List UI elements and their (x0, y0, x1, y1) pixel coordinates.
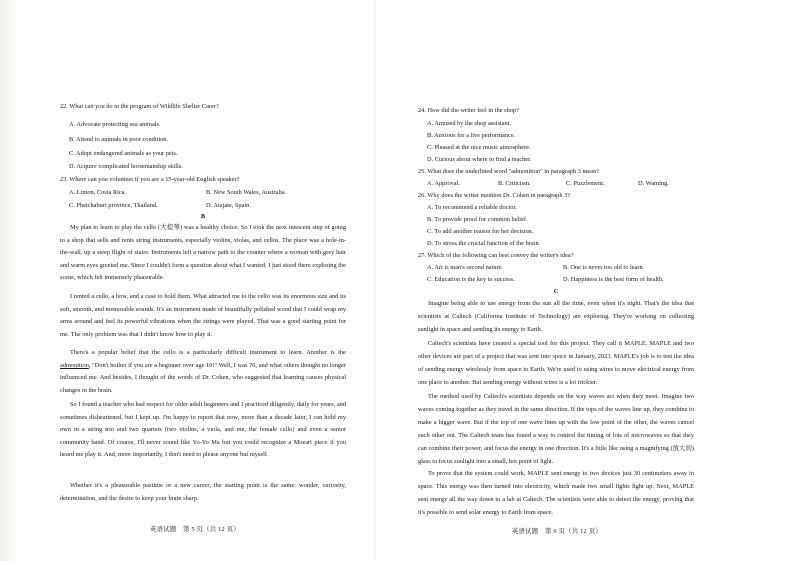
page-5-footer: 英语试题 第 5 页（共 12 页） (150, 526, 240, 533)
question-25-option-c: C. Puzzlement. (566, 180, 605, 187)
section-b-heading: B (200, 213, 206, 220)
question-24-option-d: D. Curious about where to find a teacher. (427, 156, 532, 163)
passage-b-paragraph-5: Whether it's a pleasurable pastime or a new career, the starting point is the same: wonder, curiosity, determination, and the desire to keep your brain sharp. (60, 482, 346, 502)
question-25-option-d: D. Warning. (638, 180, 669, 187)
question-23-option-b: B. New South Wales, Australia. (206, 189, 287, 196)
question-24-option-c: C. Pleased at the nice music atmosphere. (427, 144, 531, 151)
question-22-option-d: D. Acquire complicated horsemanship skills. (69, 163, 183, 170)
question-26-option-a: A. To recommend a reliable doctor. (427, 204, 517, 211)
question-22-stem: 22. What can you do in the program of Wildlife Shelter Carer? (60, 103, 219, 110)
question-24-stem: 24. How did the writer feel in the shop? (418, 107, 519, 114)
question-27-option-c: C. Education is the key to success. (427, 276, 515, 283)
question-25-stem: 25. What does the underlined word "admonition" in paragraph 3 mean? (418, 168, 600, 175)
question-23-option-a: A. Limon, Costa Rica. (69, 189, 127, 196)
passage-c-paragraph-3: The method used by Caltech's scientists depends on the way waves act when they meet. Imagine two waves coming together as they travel in the same direction. If the tops of the waves line up, they combine to make a bigger wave. But if the top of one wave lines up with the low point of the other, the waves cancel each other out. The Caltech team has found a way to control the timing of lots of microwaves so that they can combine their power, and focus the energy in one direction. It's a little like using a magnifying (放大的) glass to focus sunlight into a small, hot point of light. (418, 393, 694, 465)
question-23-option-d: D. Atajate, Spain. (206, 202, 251, 209)
page-6-footer: 英语试题 第 6 页（共 12 页） (512, 528, 602, 535)
section-c-heading: C (553, 288, 559, 295)
question-26-option-b: B. To provide proof for common belief. (427, 216, 528, 223)
paragraph-3-text-a: There's a popular belief that the cello is a particularly difficult instrument to learn. Another is the (70, 349, 346, 356)
passage-b-paragraph-2: I rented a cello, a bow, and a case to hold them. What attracted me to the cello was its enormous size and its soft, smooth, and memorable sounds. It's an instrument made of beautifully polished wood that I could wrap my arms around and feel its powerful vibrations when the strings were played. That was a good starting point for me. The only problem was that I didn't know how to play it. (60, 293, 346, 338)
question-23-stem: 23. Where can you volunteer if you are a 15-year-old English speaker? (60, 176, 240, 183)
question-24-option-a: A. Amused by the shop assistant. (427, 120, 512, 127)
question-27-option-d: D. Happiness is the best form of health. (563, 276, 664, 283)
paragraph-3-text-b: , "Don't bother if you are a beginner over age 10!" Well, I was 70, and what others thought no longer influenced me. And besides, I thought of the words of Dr. Cohen, who suggested that learning causes physical changes in the brain. (60, 361, 346, 394)
passage-b-paragraph-3 (60, 347, 346, 397)
question-26-option-c: C. To add another reason for her decision. (427, 228, 534, 235)
passage-c-paragraph-4: To prove that the system could work, MAPLE sent energy to two devices just 30 centimeters away in space. This energy was then turned into electricity, which made two small lights light up. Next, MAPLE sent energy all the way down to a lab at Caltech. The scientists were able to detect the energy, proving that it's possible to send solar energy to Earth from space. (418, 470, 694, 516)
question-25-option-a: A. Approval. (427, 180, 460, 187)
passage-b-paragraph-4: So I found a teacher who had respect for older adult beginners and I practiced diligently, daily for years, and sometimes disheartened, but I kept up. I'm happy to report that now, more than a decade later, I can hold my own in a string trio and two quartets (two violins, a viola, and me, the female cello) and even a senior community band. Of course, I'll never sound like Yo-Yo Ma but you could recognize a Mozart piece if you heard me play it. And, more importantly, I don't need to please anyone but myself. (60, 401, 346, 459)
question-26-stem: 26. Why does the writer mention Dr. Cohen in paragraph 3? (418, 192, 571, 199)
passage-c-paragraph-2: Caltech's scientists have created a special tool for this project. They call it MAPLE. MAPLE and two other devices are part of a project that was sent into space in January, 2023. MAPLE's job is to test the idea of sending energy wirelessly from space to Earth. We're used to using wires to move electrical energy from one place to another. But sending energy without wires is a lot trickier. (418, 340, 694, 386)
underlined-word-admonition: admonition (60, 361, 89, 369)
question-27-option-a: A. Art is man's second nature. (427, 264, 504, 271)
question-24-option-b: B. Anxious for a live performance. (427, 132, 516, 139)
question-22-option-b: B. Attend to animals in poor condition. (69, 136, 169, 143)
question-27-option-b: B. One is never too old to learn. (563, 264, 645, 271)
question-22-option-a: A. Advocate protecting sea animals. (69, 121, 161, 128)
question-23-option-c: C. Phetchaburi province, Thailand. (69, 202, 158, 209)
page-edge-shadow (0, 0, 16, 561)
question-25-option-b: B. Criticism. (498, 180, 531, 187)
page-gutter (374, 0, 375, 561)
passage-b-paragraph-1: My plan to learn to play the cello (大提琴) was a healthy choice. So I took the next innocent step of going to a shop that sells and rents string instruments, especially violins, violas, and cellos. The place was a hole-in-the-wall, up a steep flight of stairs. Instruments left a narrow path to the counter where a woman with grey hair and warm eyes greeted me. Since I couldn't form a question about what I wanted, I just stood there exploring the scene, which felt immensely pleasurable. (60, 224, 346, 282)
passage-c-paragraph-1: Imagine being able to use energy from the sun all the time, even when it's night. That's the idea that scientists at Caltech (California Institute of Technology) are exploring. They're working on collecting sunlight in space and sending its energy to Earth. (418, 300, 694, 333)
question-26-option-d: D. To stress the crucial function of the brain. (427, 240, 541, 247)
question-22-option-c: C. Adopt endangered animals as your pets. (69, 150, 178, 157)
question-27-stem: 27. Which of the following can best convey the writer's idea? (418, 252, 574, 259)
